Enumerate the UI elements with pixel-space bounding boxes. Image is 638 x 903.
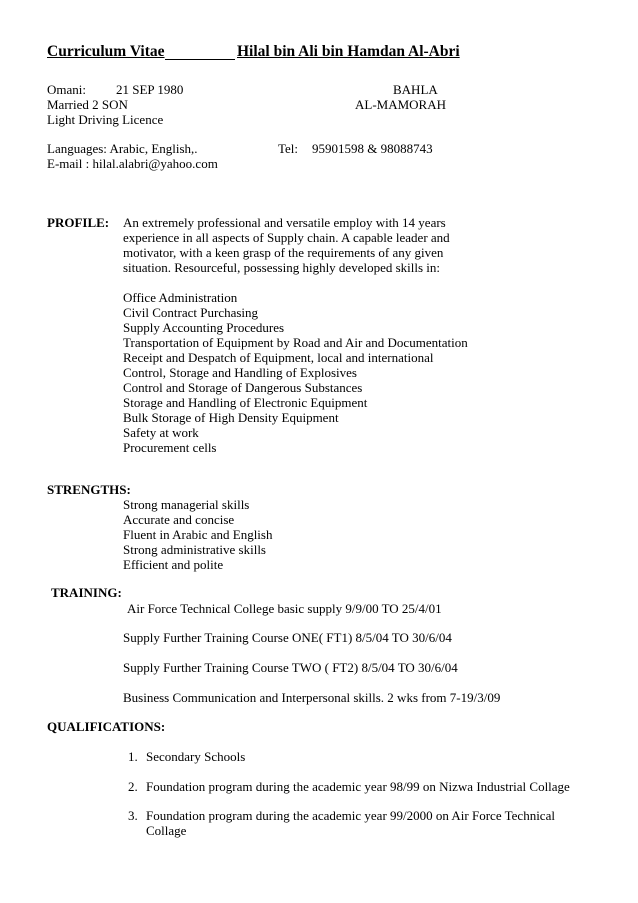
skill-item: Storage and Handling of Electronic Equipment — [123, 395, 368, 410]
strength-item: Fluent in Arabic and English — [123, 527, 273, 542]
skill-item: Safety at work — [123, 425, 199, 440]
qualification-item: Secondary Schools — [146, 749, 246, 764]
profile-heading: PROFILE: — [47, 215, 110, 230]
email: E-mail : hilal.alabri@yahoo.com — [47, 156, 218, 171]
cv-title: Curriculum Vitae — [47, 43, 165, 60]
skill-item: Control and Storage of Dangerous Substances — [123, 380, 363, 395]
training-item: Supply Further Training Course ONE( FT1) 8/5/04 TO 30/6/04 — [123, 630, 452, 645]
skill-item: Office Administration — [123, 290, 238, 305]
skill-item: Bulk Storage of High Density Equipment — [123, 410, 339, 425]
marital-status: Married 2 SON — [47, 97, 128, 112]
training-item: Supply Further Training Course TWO ( FT2) 8/5/04 TO 30/6/04 — [123, 660, 458, 675]
training-heading: TRAINING: — [51, 585, 122, 600]
profile-line: An extremely professional and versatile employ with 14 years — [123, 215, 446, 230]
qualification-item: Foundation program during the academic year 98/99 on Nizwa Industrial Collage — [146, 779, 570, 794]
skills-list — [123, 290, 468, 455]
qualifications-heading: QUALIFICATIONS: — [47, 719, 166, 734]
training-item: Air Force Technical College basic supply 9/9/00 TO 25/4/01 — [127, 601, 442, 616]
qualification-item: Foundation program during the academic year 99/2000 on Air Force Technical — [146, 808, 555, 823]
nationality: Omani: — [47, 82, 86, 97]
tel-number: 95901598 & 98088743 — [312, 141, 433, 156]
skill-item: Transportation of Equipment by Road and Air and Documentation — [123, 335, 468, 350]
date-of-birth: 21 SEP 1980 — [116, 82, 184, 97]
skill-item: Receipt and Despatch of Equipment, local and international — [123, 350, 434, 365]
profile-line: experience in all aspects of Supply chain. A capable leader and — [123, 230, 450, 245]
skill-item: Supply Accounting Procedures — [123, 320, 285, 335]
strength-item: Efficient and polite — [123, 557, 224, 572]
title-spacer-underline — [165, 59, 235, 60]
skill-item: Procurement cells — [123, 440, 217, 455]
qualification-item-continued: Collage — [146, 823, 187, 838]
strength-item: Accurate and concise — [123, 512, 235, 527]
strength-item: Strong managerial skills — [123, 497, 250, 512]
qualification-number: 1. — [128, 749, 138, 764]
skill-item: Civil Contract Purchasing — [123, 305, 259, 320]
qualification-number: 3. — [128, 808, 138, 823]
training-item: Business Communication and Interpersonal skills. 2 wks from 7-19/3/09 — [123, 690, 501, 705]
profile-line: situation. Resourceful, possessing highly developed skills in: — [123, 260, 441, 275]
city: BAHLA — [393, 82, 438, 97]
strengths-list — [123, 497, 272, 572]
person-name: Hilal bin Ali bin Hamdan Al-Abri — [237, 43, 460, 60]
district: AL-MAMORAH — [355, 97, 446, 112]
skill-item: Control, Storage and Handling of Explosives — [123, 365, 357, 380]
languages: Languages: Arabic, English,. — [47, 141, 198, 156]
strength-item: Strong administrative skills — [123, 542, 266, 557]
strengths-heading: STRENGTHS: — [47, 482, 131, 497]
profile-paragraph — [123, 215, 473, 275]
profile-line: motivator, with a keen grasp of the requirements of any given — [123, 245, 444, 260]
driving-licence: Light Driving Licence — [47, 112, 164, 127]
tel-label: Tel: — [278, 141, 299, 156]
qualification-number: 2. — [128, 779, 138, 794]
